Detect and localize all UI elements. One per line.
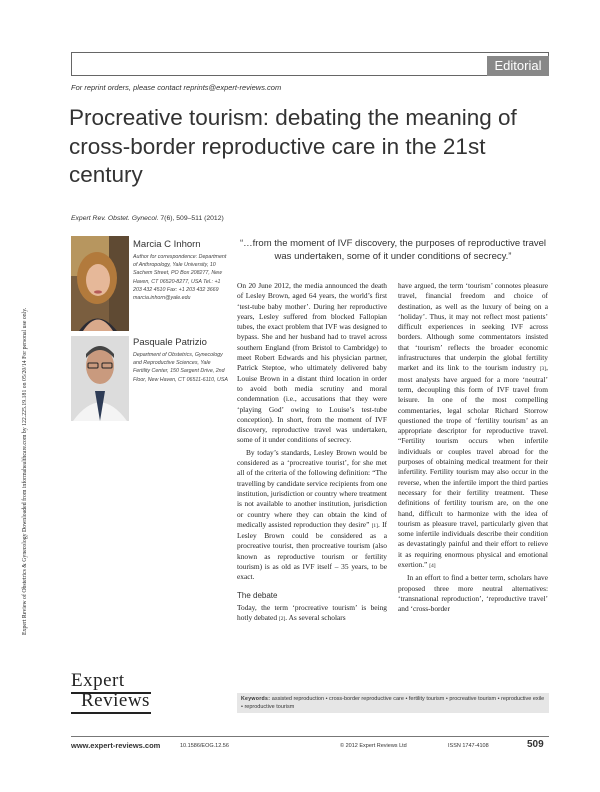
citation bbox=[71, 215, 451, 222]
pull-quote: “…from the moment of IVF discovery, the purposes of reproductive travel was undertaken, some of it under conditions of secrecy.” bbox=[239, 238, 547, 262]
section-label: Editorial bbox=[487, 56, 549, 76]
author-photo-inhorn bbox=[71, 236, 129, 331]
paragraph: In an effort to find a better term, scholars have proposed three more neutral alternatives: ‘transnational reproduction’, ‘reproductive travel’ and ‘cross-border bbox=[398, 573, 548, 614]
author-name-patrizio: Pasquale Patrizio bbox=[133, 337, 207, 348]
reference-link[interactable]: [4] bbox=[429, 563, 436, 570]
paragraph: have argued, the term ‘tourism’ connotes pleasure travel, financial freedom and choice of destination, as well as the luxury of being on a ‘holiday’. Thus, it may not reflect most patients’ difficult experiences in seeking IVF across borders. Although some commentators insisted that ‘tourism’ reflects the broader economic infrastructures that underpin the global fertility market and its link to the tourism industry [3], most analysts have argued for a more ‘neutral’ term, decoupling this form of IVF travel from leisure. In one of the most compelling commentaries, legal scholar Richard Storrow questioned the trope of ‘fertility tourism’ as an appropriate descriptor for reproductive travel. “Fertility tourism occurs when infertile individuals or couples travel abroad for the purposes of obtaining medical treatment for their infertility. Fertility tourism may also occur in the reverse, when the infertile import the third parties necessary for their fertility treatment. These definitions of fertility tourism are, on the one hand, difficult to harmonize with the idea of tourism as pleasure travel, particularly given that some infertile individuals describe their condition as devastatingly painful and their effort to relieve it as requiring enormous physical and emotional exertion.” [4] bbox=[398, 281, 548, 570]
keywords-list: assisted reproduction • cross-border reproductive care • fertility tourism • procreative tourism • reproductive exile • reproductive tourism bbox=[241, 696, 545, 710]
paragraph: By today’s standards, Lesley Brown would be considered as a ‘procreative tourist’, for she met all of the criteria of the following definition: “The travelling by candidate service recipients from one institution, jurisdiction or country where treatment is not available to another institution, jurisdiction or country where they can obtain the kind of medically assisted reproduction they desire” [1]. If Lesley Brown could be considered as a procreative tourist, then procreative tourism (also known as reproductive tourism or fertility tourism) is as old as IVF itself – 35 years, to be exact. bbox=[237, 447, 387, 582]
author-info-patrizio: Department of Obstetrics, Gynecology and Reproductive Sciences, Yale Fertility Center, 150 Sargent Drive, 2nd Floor, New Haven, CT 06511-6110, USA bbox=[133, 352, 228, 383]
footer-divider bbox=[71, 736, 549, 737]
author-name-inhorn: Marcia C Inhorn bbox=[133, 239, 201, 250]
page-number: 509 bbox=[527, 739, 544, 750]
body-column-2 bbox=[398, 281, 548, 615]
footer-copyright: © 2012 Expert Reviews Ltd bbox=[340, 743, 407, 749]
reference-link[interactable]: [2] bbox=[278, 616, 286, 623]
footer-website-link[interactable]: www.expert-reviews.com bbox=[71, 741, 161, 750]
logo-line-2: Reviews bbox=[81, 690, 150, 711]
download-notice bbox=[22, 215, 36, 635]
section-heading: The debate bbox=[237, 590, 278, 600]
citation-journal: Expert Rev. Obstet. Gynecol. bbox=[71, 215, 159, 222]
footer-doi: 10.1586/EOG.12.56 bbox=[180, 743, 229, 749]
logo-rule bbox=[71, 712, 151, 714]
reprint-note: For reprint orders, please contact reprints@expert-reviews.com bbox=[71, 83, 282, 92]
reference-link[interactable]: [1] bbox=[371, 522, 379, 529]
body-column-1 bbox=[237, 281, 387, 625]
author-info-inhorn: Author for correspondence: Department of Anthropology, Yale University, 10 Sachem Street, PO Box 208277, New Haven, CT 06520-8277, USA Tel.: +1 203 432 4510 Fax: +1 203 432 3669 marcia.inhorn@yale.edu bbox=[133, 254, 227, 302]
reference-link[interactable]: [3] bbox=[539, 366, 547, 373]
publisher-logo bbox=[71, 670, 153, 714]
logo-line-1: Expert bbox=[71, 670, 125, 691]
keywords-label: Keywords: bbox=[241, 696, 271, 702]
paragraph: Today, the term ‘procreative tourism’ is being hotly debated [2]. As several scholars bbox=[237, 602, 387, 623]
article-title: Procreative tourism: debating the meaning of cross-border reproductive care in the 21st century bbox=[69, 105, 517, 187]
keywords-box bbox=[237, 693, 549, 713]
citation-volume: 7(6), 509–511 (2012) bbox=[158, 215, 224, 222]
paragraph: On 20 June 2012, the media announced the death of Lesley Brown, aged 64 years, the world’s first ‘test-tube baby mother’. During her reproductive years, Lesley suffered from blocked Fallopian tubes, the exact problem that IVF was designed to bypass. She and her husband had to travel across southern England (from Bristol to Cambridge) to meet Robert Edwards and his physician partner, Patrick Steptoe, who ultimately delivered baby Louise Brown in a distant third location in order to avoid both media scrutiny and moral condemnation (i.e., accusations that they were ‘playing God’ owing to Louise’s test-tube conception). In short, from the moment of IVF discovery, reproductive travel was undertaken, some of it under conditions of secrecy. bbox=[237, 281, 387, 445]
header-frame bbox=[71, 52, 549, 76]
footer-issn: ISSN 1747-4108 bbox=[448, 743, 489, 749]
download-notice-text: Expert Review of Obstetrics & Gynecology Downloaded from informahealthcare.com by 122.225.19.181 on 05/20/14 For personal use only. bbox=[22, 307, 28, 635]
author-photo-patrizio bbox=[71, 336, 129, 421]
